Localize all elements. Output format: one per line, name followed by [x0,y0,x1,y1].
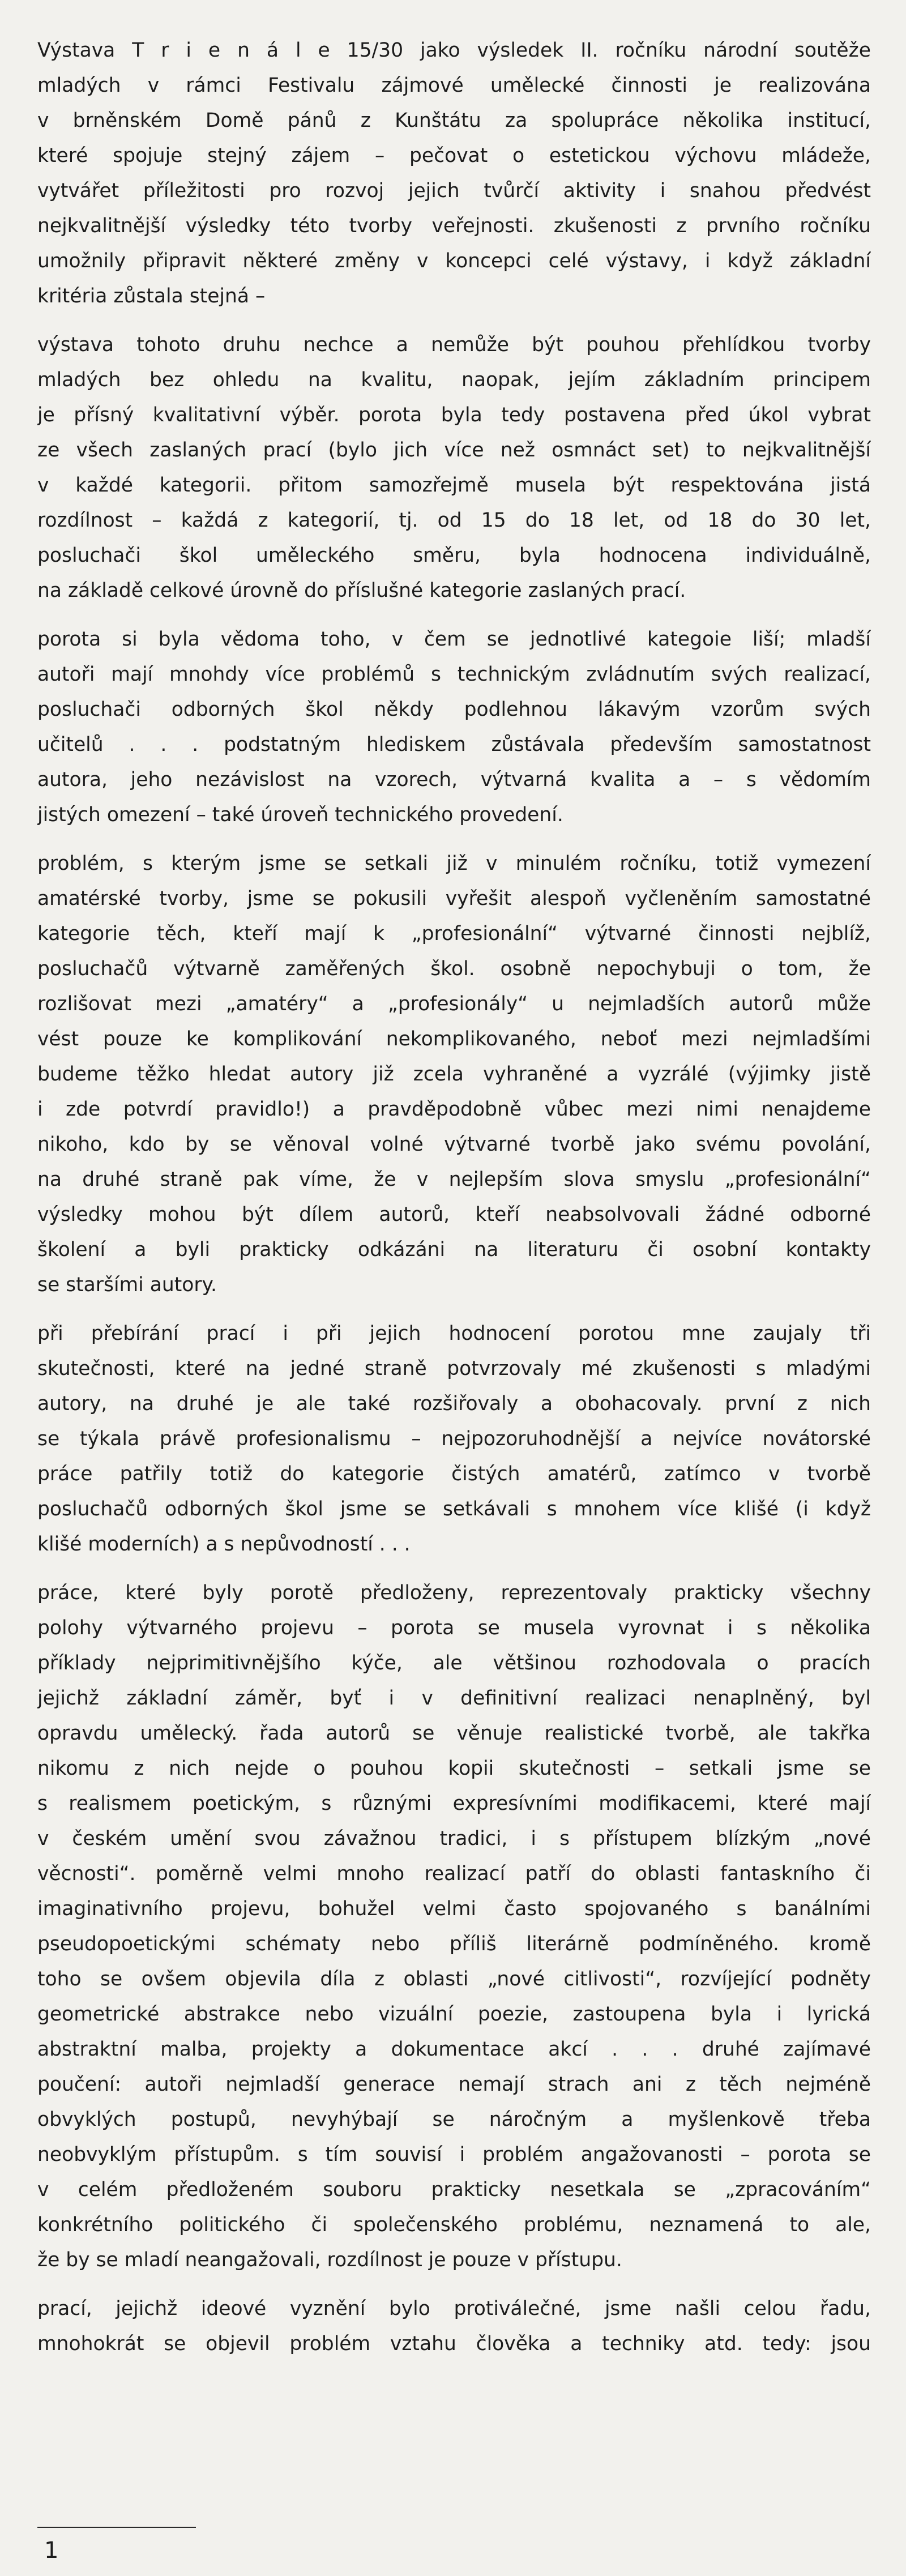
text-line: v českém umění svou závažnou tradici, i s přístupem blízkým „nové [37,1827,871,1850]
paragraph [37,2291,871,2361]
text-line: kategorie těch, kteří mají k „profesionální“ výtvarné činnosti nejblíž, [37,922,871,945]
text-line: věcnosti“. poměrně velmi mnoho realizací patří do oblasti fantaskního či [37,1862,871,1885]
text-line: výstava tohoto druhu nechce a nemůže být pouhou přehlídkou tvorby [37,334,871,356]
text-line: práce patřily totiž do kategorie čistých amatérů, zatímco v tvorbě [37,1463,871,1485]
text-line: poučení: autoři nejmladší generace nemají strach ani z těch nejméně [37,2073,871,2096]
text-line: toho se ovšem objevila díla z oblasti „nové citlivosti“, rozvíjející podněty [37,1968,871,1990]
text-line: porota si byla vědoma toho, v čem se jednotlivé kategoie liší; mladší [37,628,871,651]
text-line: konkrétního politického či společenského problému, neznamená to ale, [37,2214,871,2236]
text-line: výsledky mohou být dílem autorů, kteří neabsolvovali žádné odborné [37,1203,871,1226]
text-line: se týkala právě profesionalismu – nejpozoruhodnější a nejvíce novátorské [37,1428,871,1450]
text-line: autoři mají mnohdy více problémů s technickým zvládnutím svých realizací, [37,663,871,686]
paragraph [37,622,871,832]
paragraph [37,1316,871,1562]
text-line: na druhé straně pak víme, že v nejlepším slova smyslu „profesionální“ [37,1168,871,1191]
text-line: je přísný kvalitativní výběr. porota byla tedy postavena před úkol vybrat [37,404,871,426]
text-line: imaginativního projevu, bohužel velmi často spojovaného s banálními [37,1898,871,1920]
text-line: prací, jejichž ideové vyznění bylo protiválečné, jsme našli celou řadu, [37,2297,871,2320]
text-line: jistých omezení – také úroveň technického provedení. [37,804,563,826]
text-line: nikoho, kdo by se věnoval volné výtvarné tvorbě jako svému povolání, [37,1133,871,1156]
text-line: příklady nejprimitivnějšího kýče, ale většinou rozhodovala o pracích [37,1652,871,1674]
footer-rule [37,2527,196,2528]
text-line: abstraktní malba, projekty a dokumentace akcí . . . druhé zajímavé [37,2038,871,2061]
text-line: jejichž základní záměr, byť i v definitivní realizaci nenaplněný, byl [37,1687,871,1710]
text-line: vést pouze ke komplikování nekomplikovaného, neboť mezi nejmladšími [37,1028,871,1050]
article-body [37,33,871,2361]
text-line: neobvyklým přístupům. s tím souvisí i problém angažovanosti – porota se [37,2143,871,2166]
text-line: se staršími autory. [37,1274,217,1296]
text-line: autory, na druhé je ale také rozšiřovaly a obohacovaly. první z nich [37,1392,871,1415]
text-line: v každé kategorii. přitom samozřejmě musela být respektována jistá [37,474,871,497]
text-line: práce, které byly porotě předloženy, reprezentovaly prakticky všechny [37,1582,871,1604]
text-line: pseudopoetickými schématy nebo příliš literárně podmíněného. kromě [37,1933,871,1955]
paragraph [37,846,871,1302]
text-line: ze všech zaslaných prací (bylo jich více než osmnáct set) to nejkvalitnější [37,439,871,462]
text-line: obvyklých postupů, nevyhýbají se náročným a myšlenkově třeba [37,2108,871,2131]
text-line: učitelů . . . podstatným hlediskem zůstávala především samostatnost [37,733,871,756]
text-line: posluchači škol uměleckého směru, byla hodnocena individuálně, [37,544,871,567]
page-footer [37,2527,219,2564]
text-line: mladých bez ohledu na kvalitu, naopak, jejím základním principem [37,369,871,391]
text-line: posluchačů výtvarně zaměřených škol. osobně nepochybuji o tom, že [37,958,871,980]
text-line: kritéria zůstala stejná – [37,285,266,307]
text-line: nejkvalitnější výsledky této tvorby veřejnosti. zkušenosti z prvního ročníku [37,215,871,237]
text-line: geometrické abstrakce nebo vizuální poezie, zastoupena byla i lyrická [37,2003,871,2026]
text-line: budeme těžko hledat autory již zcela vyhraněné a vyzrálé (výjimky jistě [37,1063,871,1086]
paragraph [37,33,871,314]
text-line: umožnily připravit některé změny v koncepci celé výstavy, i když základní [37,250,871,272]
text-line: rozlišovat mezi „amatéry“ a „profesionály“ u nejmladších autorů může [37,993,871,1015]
text-line: v celém předloženém souboru prakticky nesetkala se „zpracováním“ [37,2178,871,2201]
text-line: že by se mladí neangažovali, rozdílnost je pouze v přístupu. [37,2249,622,2271]
text-line: mnohokrát se objevil problém vztahu člověka a techniky atd. tedy: jsou [37,2333,871,2355]
text-line: školení a byli prakticky odkázáni na literaturu či osobní kontakty [37,1238,871,1261]
text-line: polohy výtvarného projevu – porota se musela vyrovnat i s několika [37,1617,871,1639]
text-line: autora, jeho nezávislost na vzorech, výtvarná kvalita a – s vědomím [37,768,871,791]
page-number: 1 [44,2537,59,2564]
text-line: při přebírání prací i při jejich hodnocení porotou mne zaujaly tři [37,1322,871,1345]
text-line: v brněnském Domě pánů z Kunštátu za spolupráce několika institucí, [37,109,871,132]
text-line: rozdílnost – každá z kategorií, tj. od 15 do 18 let, od 18 do 30 let, [37,509,871,532]
text-line: klišé moderních) a s nepůvodností . . . [37,1533,411,1556]
text-line: skutečnosti, které na jedné straně potvrzovaly mé zkušenosti s mladými [37,1357,871,1380]
text-line: Výstava T r i e n á l e 15/30 jako výsledek II. ročníku národní soutěže [37,39,871,62]
text-line: nikomu z nich nejde o pouhou kopii skutečnosti – setkali jsme se [37,1757,871,1780]
text-line: amatérské tvorby, jsme se pokusili vyřešit alespoň vyčleněním samostatné [37,887,871,910]
text-line: mladých v rámci Festivalu zájmové umělecké činnosti je realizována [37,74,871,97]
text-line: posluchači odborných škol někdy podlehnou lákavým vzorům svých [37,698,871,721]
text-line: posluchačů odborných škol jsme se setkávali s mnohem více klišé (i když [37,1498,871,1520]
text-line: vytvářet příležitosti pro rozvoj jejich tvůrčí aktivity i snahou předvést [37,180,871,202]
text-line: opravdu umělecký. řada autorů se věnuje realistické tvorbě, ale takřka [37,1722,871,1745]
text-line: i zde potvrdí pravidlo!) a pravděpodobně vůbec mezi nimi nenajdeme [37,1098,871,1121]
paragraph [37,1575,871,2278]
text-line: s realismem poetickým, s různými expresívními modifikacemi, které mají [37,1792,871,1815]
paragraph [37,327,871,608]
text-line: problém, s kterým jsme se setkali již v minulém ročníku, totiž vymezení [37,852,871,875]
text-line: které spojuje stejný zájem – pečovat o estetickou výchovu mládeže, [37,144,871,167]
text-line: na základě celkové úrovně do příslušné kategorie zaslaných prací. [37,579,686,602]
